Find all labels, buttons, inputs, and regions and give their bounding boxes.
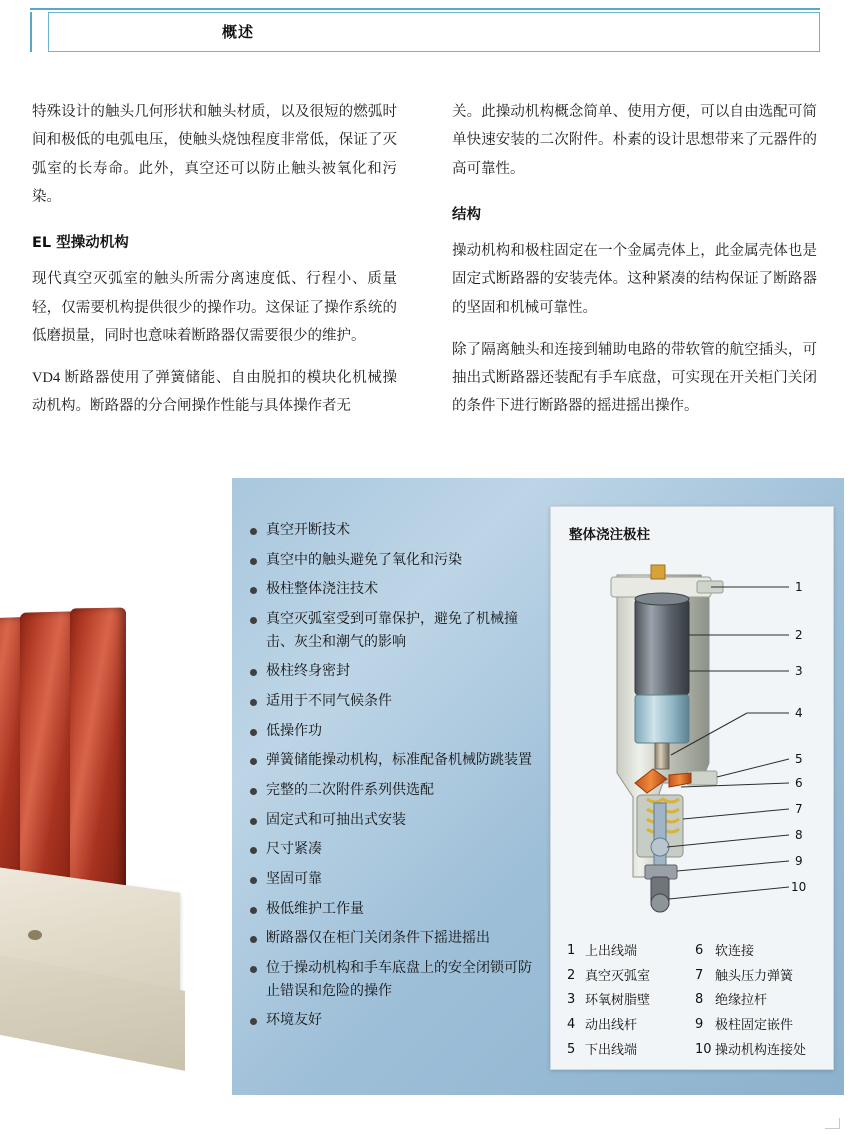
legend-num-6: 6 <box>695 943 704 958</box>
product-photo <box>0 560 232 1100</box>
header-title-box <box>48 12 820 52</box>
callout-7: 7 <box>795 802 803 816</box>
left-paragraph-2: 现代真空灭弧室的触头所需分离速度低、行程小、质量轻，仅需要机构提供很少的操作功。这保证了操作系统的低磨损量，同时也意味着断路器仅需要很少的维护。 <box>32 271 397 344</box>
feature-panel <box>232 478 850 1095</box>
page-title: 概述 <box>222 23 255 41</box>
list-item <box>250 810 540 833</box>
legend-label-5: 下出线端 <box>585 1041 638 1057</box>
bullet-dot-icon <box>250 587 257 594</box>
right-paragraph-1: 关。此操动机构概念简单、使用方便，可以自由选配可简单快速安装的二次附件。朴素的设计思想带来了元器件的高可靠性。 <box>452 104 817 177</box>
legend-label-1: 上出线端 <box>585 943 638 958</box>
feature-bullet-list <box>250 520 540 1040</box>
bullet-dot-icon <box>250 558 257 565</box>
right-paragraph-2: 操动机构和极柱固定在一个金属壳体上，此金属壳体也是固定式断路器的安装壳体。这种紧凑的结构保证了断路器的坚固和机械可靠性。 <box>452 243 817 316</box>
page-right-edge <box>844 0 850 1135</box>
legend-num-10: 10 <box>695 1041 712 1057</box>
list-item <box>250 520 540 543</box>
legend-label-10: 操动机构连接处 <box>715 1041 807 1057</box>
list-item-label: 极柱整体浇注技术 <box>266 582 378 598</box>
bullet-dot-icon <box>250 1018 257 1025</box>
list-item <box>250 721 540 744</box>
list-item <box>250 899 540 922</box>
list-item <box>250 780 540 803</box>
bullet-dot-icon <box>250 699 257 706</box>
callout-1: 1 <box>795 580 803 594</box>
legend-num-3: 3 <box>567 992 576 1008</box>
bullet-dot-icon <box>250 729 257 736</box>
base-mounting-hole <box>28 930 42 940</box>
page-header <box>0 0 850 62</box>
list-item-label: 弹簧储能操动机构，标准配备机械防跳装置 <box>266 753 532 769</box>
bullet-dot-icon <box>250 818 257 825</box>
pole-cutaway-svg <box>551 547 833 927</box>
list-item <box>250 928 540 951</box>
legend-num-1: 1 <box>567 943 576 958</box>
list-item-label: 适用于不同气候条件 <box>266 694 392 710</box>
bullet-dot-icon <box>250 847 257 854</box>
list-item-label: 极柱终身密封 <box>266 664 350 680</box>
bullet-dot-icon <box>250 528 257 535</box>
diagram-legend <box>567 939 819 1062</box>
list-item-label: 尺寸紧凑 <box>266 842 322 858</box>
list-item <box>250 750 540 773</box>
right-paragraph-3: 除了隔离触头和连接到辅助电路的带软管的航空插头，可抽出式断路器还装配有手车底盘，可实现在开关柜门关闭的条件下进行断路器的摇进摇出操作。 <box>452 341 817 415</box>
callout-8: 8 <box>795 828 803 842</box>
callout-5: 5 <box>795 752 803 766</box>
list-item-label: 环境友好 <box>266 1013 322 1029</box>
page-corner-mark <box>825 1118 840 1129</box>
right-text-column <box>452 98 817 435</box>
callout-2: 2 <box>795 628 803 642</box>
header-left-accent <box>30 12 38 52</box>
callout-9: 9 <box>795 854 803 868</box>
list-item <box>250 661 540 684</box>
list-item <box>250 1010 540 1033</box>
legend-label-2: 真空灭弧室 <box>585 967 651 983</box>
legend-label-7: 触头压力弹簧 <box>715 967 794 983</box>
header-top-rule <box>30 8 820 10</box>
legend-num-2: 2 <box>567 967 576 983</box>
list-item <box>250 609 540 654</box>
bullet-dot-icon <box>250 966 257 973</box>
epoxy-pole-3 <box>70 608 126 909</box>
legend-num-8: 8 <box>695 992 704 1008</box>
bullet-dot-icon <box>250 617 257 624</box>
list-item <box>250 579 540 602</box>
legend-num-5: 5 <box>567 1041 576 1057</box>
diagram-illustration <box>551 547 833 927</box>
list-item <box>250 691 540 714</box>
bullet-dot-icon <box>250 669 257 676</box>
legend-num-4: 4 <box>567 1017 576 1033</box>
list-item-label: 完整的二次附件系列供选配 <box>266 783 434 799</box>
left-text-column <box>32 98 397 435</box>
callout-4: 4 <box>795 706 803 720</box>
legend-num-9: 9 <box>695 1017 704 1033</box>
right-section-heading: 结构 <box>452 206 481 223</box>
legend-label-3: 环氧树脂壁 <box>585 992 651 1008</box>
bullet-dot-icon <box>250 758 257 765</box>
callout-10: 10 <box>791 880 807 894</box>
list-item-label: 真空开断技术 <box>266 523 350 538</box>
bullet-dot-icon <box>250 936 257 943</box>
list-item <box>250 869 540 892</box>
list-item <box>250 958 540 1003</box>
list-item-label: 位于操动机构和手车底盘上的安全闭锁可防止错误和危险的操作 <box>266 961 532 999</box>
bullet-dot-icon <box>250 907 257 914</box>
bullet-dot-icon <box>250 788 257 795</box>
left-paragraph-3: VD4 断路器使用了弹簧储能、自由脱扣的模块化机械操动机构。断路器的分合闸操作性能与具体操作者无 <box>32 370 397 415</box>
legend-label-6: 软连接 <box>715 943 755 958</box>
bullet-dot-icon <box>250 877 257 884</box>
callout-3: 3 <box>795 664 803 678</box>
legend-label-8: 绝缘拉杆 <box>715 992 768 1008</box>
legend-num-7: 7 <box>695 967 704 983</box>
list-item-label: 坚固可靠 <box>266 872 322 888</box>
legend-label-9: 极柱固定嵌件 <box>715 1017 794 1033</box>
list-item-label: 断路器仅在柜门关闭条件下摇进摇出 <box>266 931 490 947</box>
list-item-label: 极低维护工作量 <box>266 901 364 917</box>
list-item <box>250 550 540 573</box>
legend-label-4: 动出线杆 <box>585 1017 638 1033</box>
list-item-label: 真空灭弧室受到可靠保护，避免了机械撞击、灰尘和潮气的影响 <box>266 612 518 650</box>
left-paragraph-1: 特殊设计的触头几何形状和触头材质，以及很短的燃弧时间和极低的电弧电压，使触头烧蚀程度非常低，保证了灭弧室的长寿命。此外，真空还可以防止触头被氧化和污染。 <box>32 104 397 205</box>
list-item-label: 低操作功 <box>266 723 322 739</box>
list-item <box>250 839 540 862</box>
pole-diagram-card <box>550 506 834 1070</box>
list-item-label: 固定式和可抽出式安装 <box>266 812 406 828</box>
left-section-heading: EL 型操动机构 <box>32 235 129 252</box>
diagram-title: 整体浇注极柱 <box>569 527 650 543</box>
list-item-label: 真空中的触头避免了氧化和污染 <box>266 552 462 568</box>
callout-6: 6 <box>795 776 803 790</box>
